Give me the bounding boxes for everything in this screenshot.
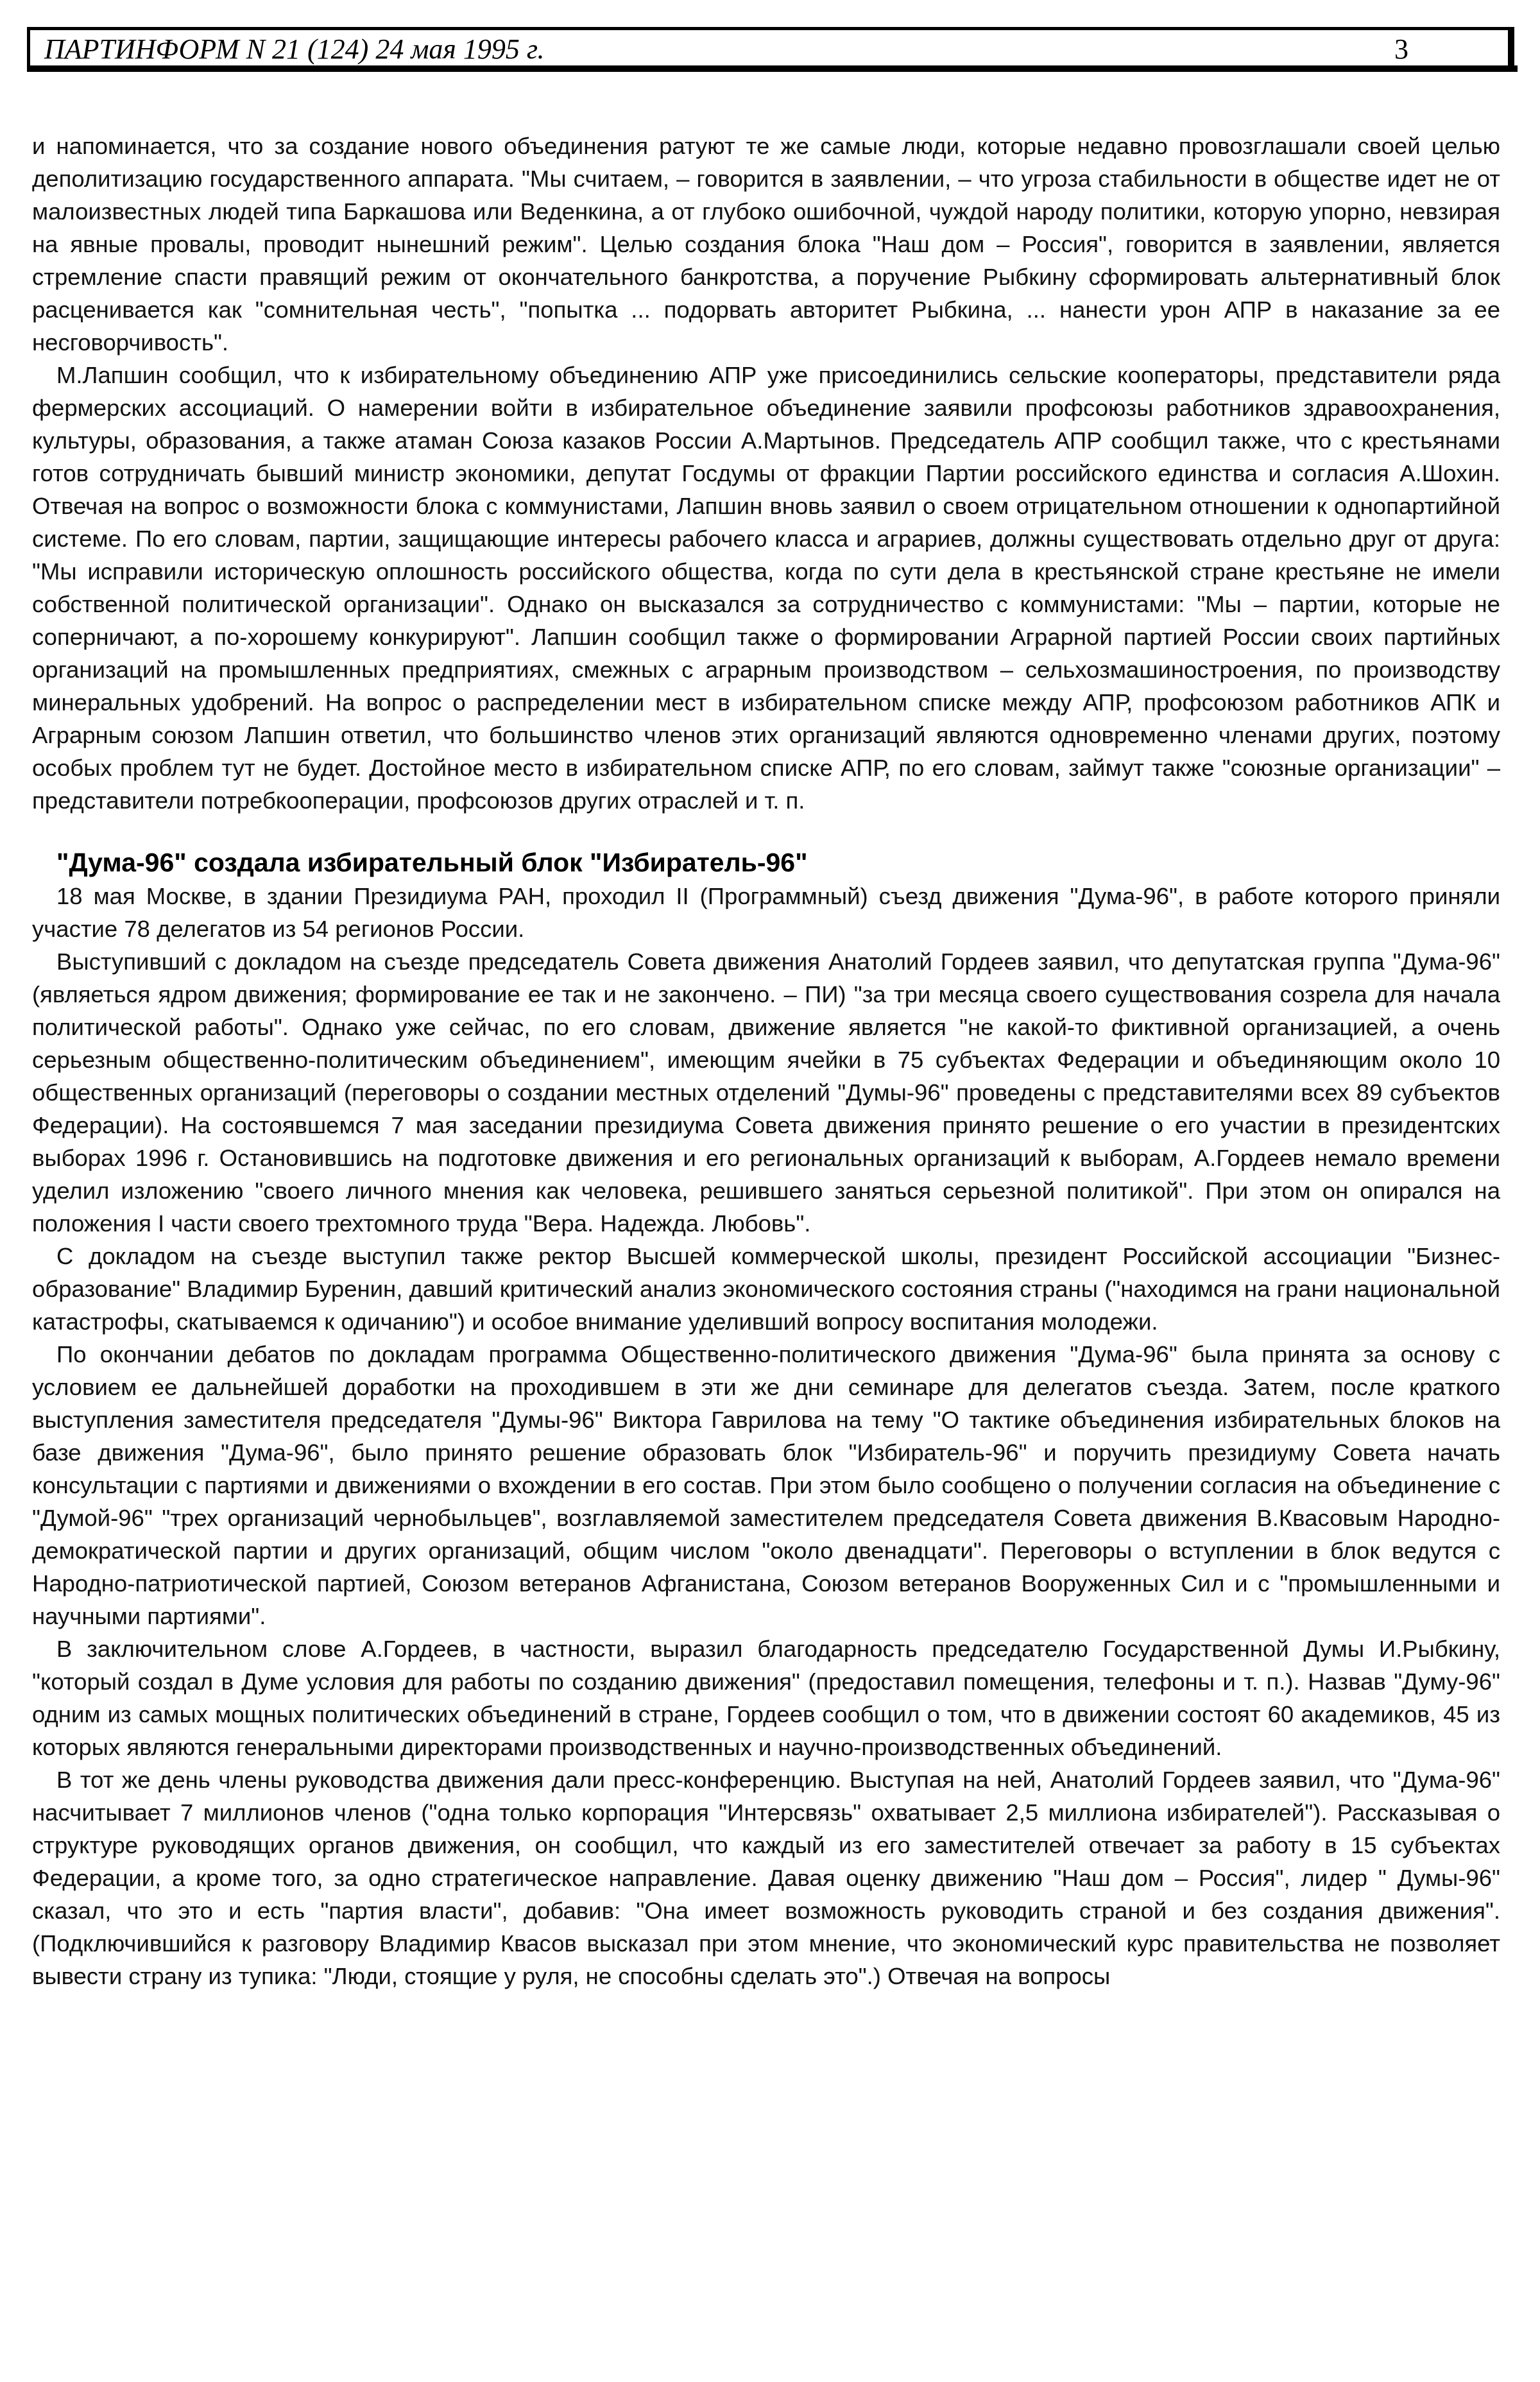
paragraph: С докладом на съезде выступил также ректор Высшей коммерческой школы, президент Российской ассоциации "Бизнес-образование" Владимир Буренин, давший критический анализ экономического состояния страны ("находимся на грани национальной катастрофы, скатываемся к одичанию") и особое внимание уделивший вопросу воспитания молодежи. — [32, 1243, 1500, 1335]
paragraph: Выступивший с докладом на съезде председатель Совета движения Анатолий Гордеев заявил, что депутатская группа "Дума-96" (являеться ядром движения; формирование ее так и не закончено. – ПИ) "за три месяца своего существования созрела для начала политической работы". Однако уже сейчас, по его словам, движение является "не какой-то фиктивной организацией, а очень серьезным общественно-политическим объединением", имеющим ячейки в 75 субъектах Федерации и объединяющим около 10 общественных организаций (переговоры о создании местных отделений "Думы-96" проведены с представителями всех 89 субъектов Федерации). На состоявшемся 7 мая заседании президиума Совета движения принято решение о его участии в президентских выборах 1996 г. Остановившись на подготовке движения и его региональных организаций к выборам, А.Гордеев немало времени уделил изложению "своего личного мнения как человека, решившего заняться серьезной политикой". При этом он опирался на положения I части своего трехтомного труда "Вера. Надежда. Любовь". — [32, 948, 1500, 1237]
paragraph: М.Лапшин сообщил, что к избирательному объединению АПР уже присоединились сельские кооператоры, представители ряда фермерских ассоциаций. О намерении войти в избирательное объединение заявили профсоюзы работников здравоохранения, культуры, образования, а также атаман Союза казаков России А.Мартынов. Председатель АПР сообщил также, что с крестьянами готов сотрудничать бывший министр экономики, депутат Госдумы от фракции Партии российского единства и согласия А.Шохин. Отвечая на вопрос о возможности блока с коммунистами, Лапшин вновь заявил о своем отрицательном отношении к однопартийной системе. По его словам, партии, защищающие интересы рабочего класса и аграриев, должны существовать отдельно друг от друга: "Мы исправили историческую оплошность российского общества, когда по сути дела в крестьянской стране крестьяне не имели собственной политической организации". Однако он высказался за сотрудничество с коммунистами: "Мы – партии, которые не соперничают, а по-хорошему конкурируют". Лапшин сообщил также о формировании Аграрной партией России своих партийных организаций на промышленных предприятиях, смежных с аграрным производством – сельхозмашиностроения, по производству минеральных удобрений. На вопрос о распределении мест в избирательном списке между АПР, профсоюзом работников АПК и Аграрным союзом Лапшин ответил, что большинство членов этих организаций являются одновременно членами других, поэтому особых проблем тут не будет. Достойное место в избирательном списке АПР, по его словам, займут также "союзные организации" – представители потребкооперации, профсоюзов других отраслей и т. п. — [32, 362, 1500, 814]
header-shadow-right — [1508, 27, 1514, 69]
paragraph: В тот же день члены руководства движения дали пресс-конференцию. Выступая на ней, Анатолий Гордеев заявил, что "Дума-96" насчитывает 7 миллионов членов ("одна только корпорация "Интерсвязь" охватывает 2,5 миллиона избирателей"). Рассказывая о структуре руководящих органов движения, он сообщил, что каждый из его заместителей отвечает за работу в 15 субъектах Федерации, а кроме того, за одно стратегическое направление. Давая оценку движению "Наш дом – Россия", лидер " Думы-96" сказал, что это и есть "партия власти", добавив: "Она имеет возможность руководить страной и без создания движения". (Подключившийся к разговору Владимир Квасов высказал при этом мнение, что экономический курс правительства не позволяет вывести страну из тупика: "Люди, стоящие у руля, не способны сделать это".) Отвечая на вопросы — [32, 1767, 1500, 1989]
paragraph: В заключительном слове А.Гордеев, в частности, выразил благодарность председателю Государственной Думы И.Рыбкину, "который создал в Думе условия для работы по созданию движения" (предоставил помещения, телефоны и т. п.). Назвав "Думу-96" одним из самых мощных политических объединений в стране, Гордеев сообщил о том, что в движении состоят 60 академиков, 45 из которых являются генеральными директорами производственных и научно-производственных объединений. — [32, 1636, 1500, 1760]
header-shadow-bottom — [27, 65, 1518, 72]
page-number: 3 — [1394, 33, 1408, 65]
article-headline: "Дума-96" создала избирательный блок "Избиратель-96" — [56, 848, 808, 877]
article-duma-96 — [32, 845, 1500, 1992]
paragraph: 18 мая Москве, в здании Президиума РАН, проходил II (Программный) съезд движения "Дума-96", в работе которого приняли участие 78 делегатов из 54 регионов России. — [32, 883, 1500, 942]
article-continuation — [32, 130, 1500, 817]
paragraph: и напоминается, что за создание нового объединения ратуют те же самые люди, которые недавно провозглашали своей целью деполитизацию государственного аппарата. "Мы считаем, – говорится в заявлении, – что угроза стабильности в обществе идет не от малоизвестных людей типа Баркашова или Веденкина, а от глубоко ошибочной, чуждой народу политики, которую упорно, невзирая на явные провалы, проводит нынешний режим". Целью создания блока "Наш дом – Россия", говорится в заявлении, является стремление спасти правящий режим от окончательного банкротства, а поручение Рыбкину сформировать альтернативный блок расценивается как "сомнительная честь", "попытка ... подорвать авторитет Рыбкина, ... нанести урон АПР в наказание за ее несговорчивость". — [32, 133, 1500, 356]
page-body — [32, 130, 1500, 1992]
publication-title: ПАРТИНФОРМ N 21 (124) 24 мая 1995 г. — [44, 33, 545, 65]
page-header — [27, 27, 1514, 69]
paragraph: По окончании дебатов по докладам программа Общественно-политического движения "Дума-96" была принята за основу с условием ее дальнейшей доработки на проходившем в эти же дни семинаре для делегатов съезда. Затем, после краткого выступления заместителя председателя "Думы-96" Виктора Гаврилова на тему "О тактике объединения избирательных блоков на базе движения "Дума-96", было принято решение образовать блок "Избиратель-96" и поручить президиуму Совета начать консультации с партиями и движениями о вхождении в его состав. При этом было сообщено о получении согласия на объединение с "Думой-96" "трех организаций чернобыльцев", возглавляемой заместителем председателя Совета движения В.Квасовым Народно-демократической партии и других организаций, общим числом "около двенадцати". Переговоры о вступлении в блок ведутся с Народно-патриотической партией, Союзом ветеранов Афганистана, Союзом ветеранов Вооруженных Сил и с "промышленными и научными партиями". — [32, 1341, 1500, 1629]
